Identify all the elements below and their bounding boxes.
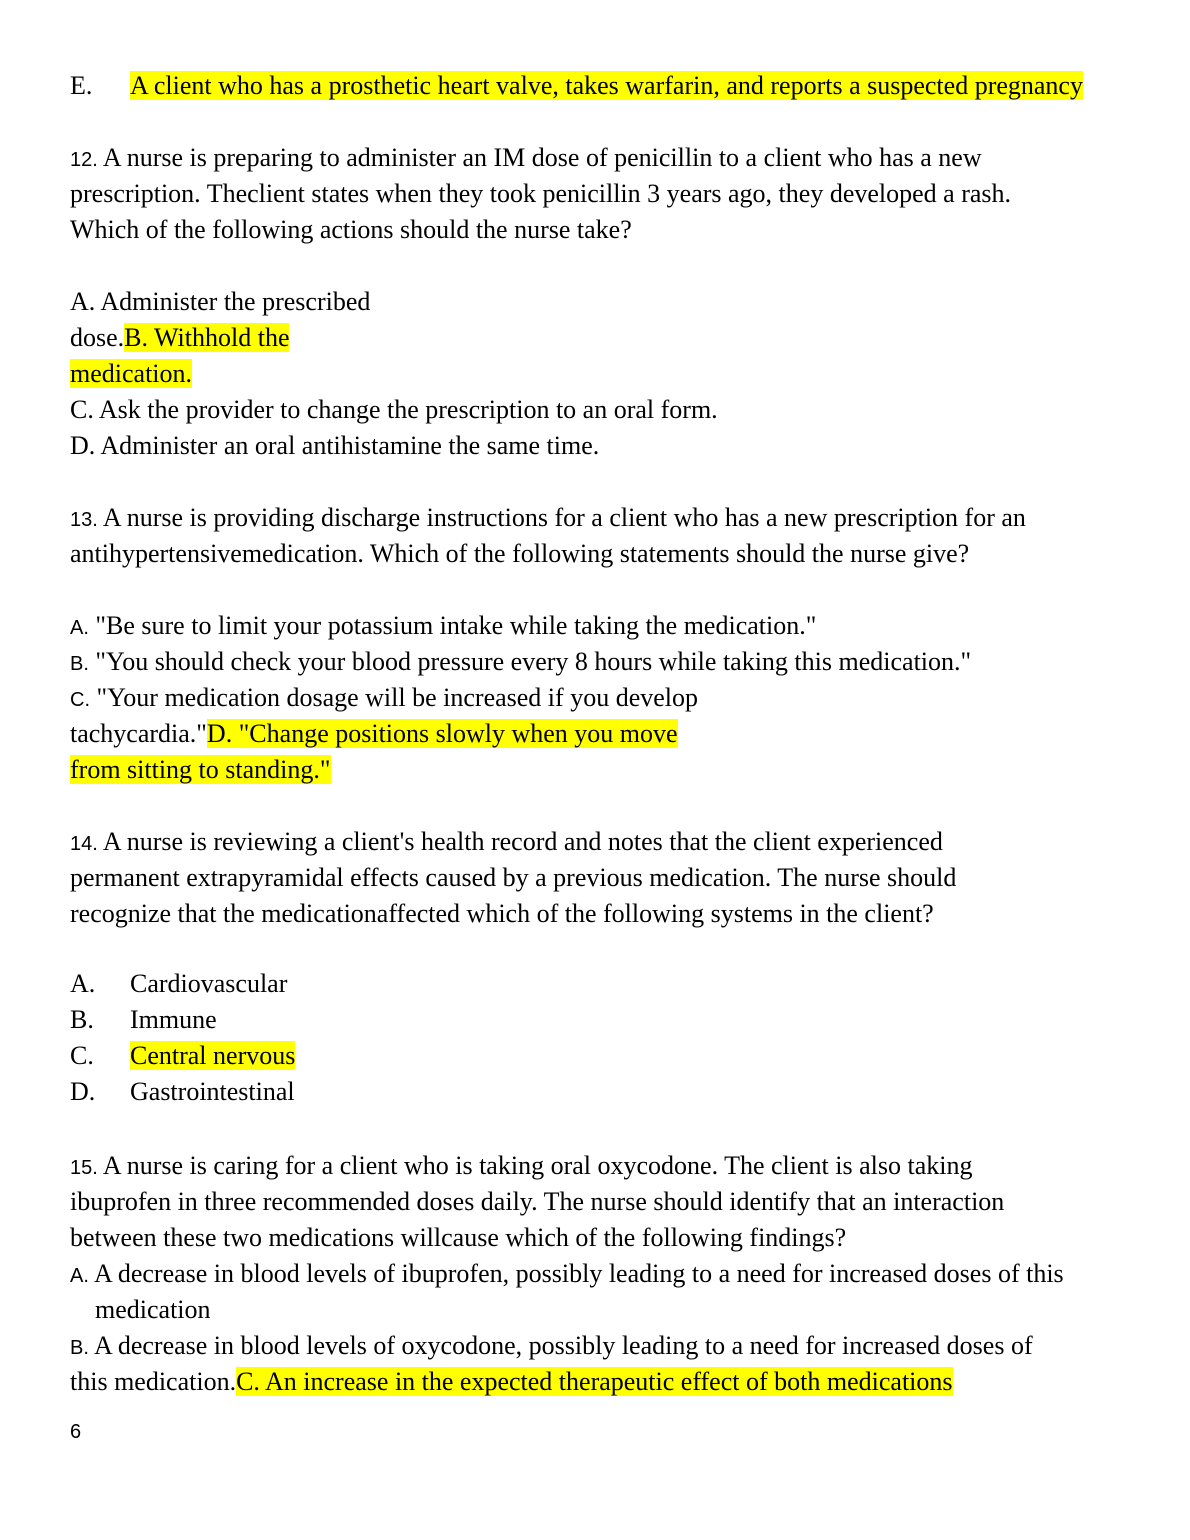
q12-option-line-1: A. Administer the prescribed bbox=[70, 287, 371, 316]
question-number: 12. bbox=[70, 149, 98, 171]
q14-stem-line-1: 14. A nurse is reviewing a client's health record and notes that the client experienced bbox=[70, 827, 943, 856]
q12-stem-line-2: prescription. Theclient states when they took penicillin 3 years ago, they developed a rash. bbox=[70, 179, 1012, 208]
q15-option-b-line-1: B. A decrease in blood levels of oxycodone, possibly leading to a need for increased doses of bbox=[70, 1331, 1033, 1360]
option-letter: B. bbox=[70, 1337, 89, 1359]
q13-stem-line-1: 13. A nurse is providing discharge instructions for a client who has a new prescription for an bbox=[70, 503, 1026, 532]
q15-stem-line-2: ibuprofen in three recommended doses daily. The nurse should identify that an interaction bbox=[70, 1187, 1005, 1216]
option-letter: E. bbox=[70, 71, 93, 100]
q12-option-line-3 bbox=[70, 356, 192, 392]
option-letter: B. bbox=[70, 653, 89, 675]
highlighted-answer: B. Withhold the bbox=[124, 323, 290, 352]
option-letter: C. bbox=[70, 689, 90, 711]
q13-option-b: B. "You should check your blood pressure every 8 hours while taking this medication." bbox=[70, 647, 972, 676]
highlighted-answer: C. An increase in the expected therapeutic effect of both medications bbox=[236, 1367, 953, 1396]
q14-option-d-letter: D. bbox=[70, 1077, 96, 1106]
q12-option-line-4: C. Ask the provider to change the prescription to an oral form. bbox=[70, 395, 718, 424]
q15-stem-line-3: between these two medications willcause which of the following findings? bbox=[70, 1223, 847, 1252]
highlighted-answer: Central nervous bbox=[130, 1041, 296, 1070]
q13-option-line-4: tachycardia."D. "Change positions slowly when you move bbox=[70, 719, 678, 748]
option-letter: A. bbox=[70, 617, 89, 639]
q14-stem-line-3: recognize that the medicationaffected which of the following systems in the client? bbox=[70, 899, 934, 928]
highlighted-answer: medication. bbox=[70, 359, 193, 388]
q14-option-c-text bbox=[130, 1038, 295, 1074]
option-letter: A. bbox=[70, 1265, 89, 1287]
q13-option-c: C. "Your medication dosage will be increased if you develop bbox=[70, 683, 698, 712]
page-number: 6 bbox=[70, 1421, 82, 1443]
q15-option-line-last: this medication.C. An increase in the expected therapeutic effect of both medications bbox=[70, 1367, 953, 1396]
q13-option-a: A. "Be sure to limit your potassium intake while taking the medication." bbox=[70, 611, 817, 640]
question-number: 15. bbox=[70, 1157, 98, 1179]
highlighted-answer: D. "Change positions slowly when you move bbox=[206, 719, 678, 748]
q12-stem-line-1: 12. A nurse is preparing to administer an IM dose of penicillin to a client who has a new bbox=[70, 143, 982, 172]
prev-option-e-text bbox=[130, 68, 1083, 104]
q12-stem-line-3: Which of the following actions should the nurse take? bbox=[70, 215, 632, 244]
q14-stem-line-2: permanent extrapyramidal effects caused by a previous medication. The nurse should bbox=[70, 863, 957, 892]
q13-stem-line-2: antihypertensivemedication. Which of the following statements should the nurse give? bbox=[70, 539, 970, 568]
q14-option-a-text: Cardiovascular bbox=[130, 969, 288, 998]
question-number: 14. bbox=[70, 833, 98, 855]
highlighted-answer: from sitting to standing." bbox=[70, 755, 331, 784]
prev-option-e bbox=[70, 68, 92, 104]
q13-option-line-5 bbox=[70, 752, 331, 788]
q15-option-a-line-1: A. A decrease in blood levels of ibuprofen, possibly leading to a need for increased doses of this bbox=[70, 1259, 1064, 1288]
q15-option-a-line-2: medication bbox=[95, 1295, 211, 1324]
q14-option-d-text: Gastrointestinal bbox=[130, 1077, 295, 1106]
q14-option-c-letter: C. bbox=[70, 1041, 94, 1070]
question-number: 13. bbox=[70, 509, 98, 531]
q12-option-line-5: D. Administer an oral antihistamine the same time. bbox=[70, 431, 600, 460]
q14-option-a-letter: A. bbox=[70, 969, 96, 998]
q15-stem-line-1: 15. A nurse is caring for a client who is taking oral oxycodone. The client is also taking bbox=[70, 1151, 973, 1180]
q14-option-b-letter: B. bbox=[70, 1005, 94, 1034]
q14-option-b-text: Immune bbox=[130, 1005, 217, 1034]
q12-option-line-2: dose.B. Withhold the bbox=[70, 323, 290, 352]
highlighted-answer: A client who has a prosthetic heart valve, takes warfarin, and reports a suspected pregnancy bbox=[130, 71, 1083, 100]
